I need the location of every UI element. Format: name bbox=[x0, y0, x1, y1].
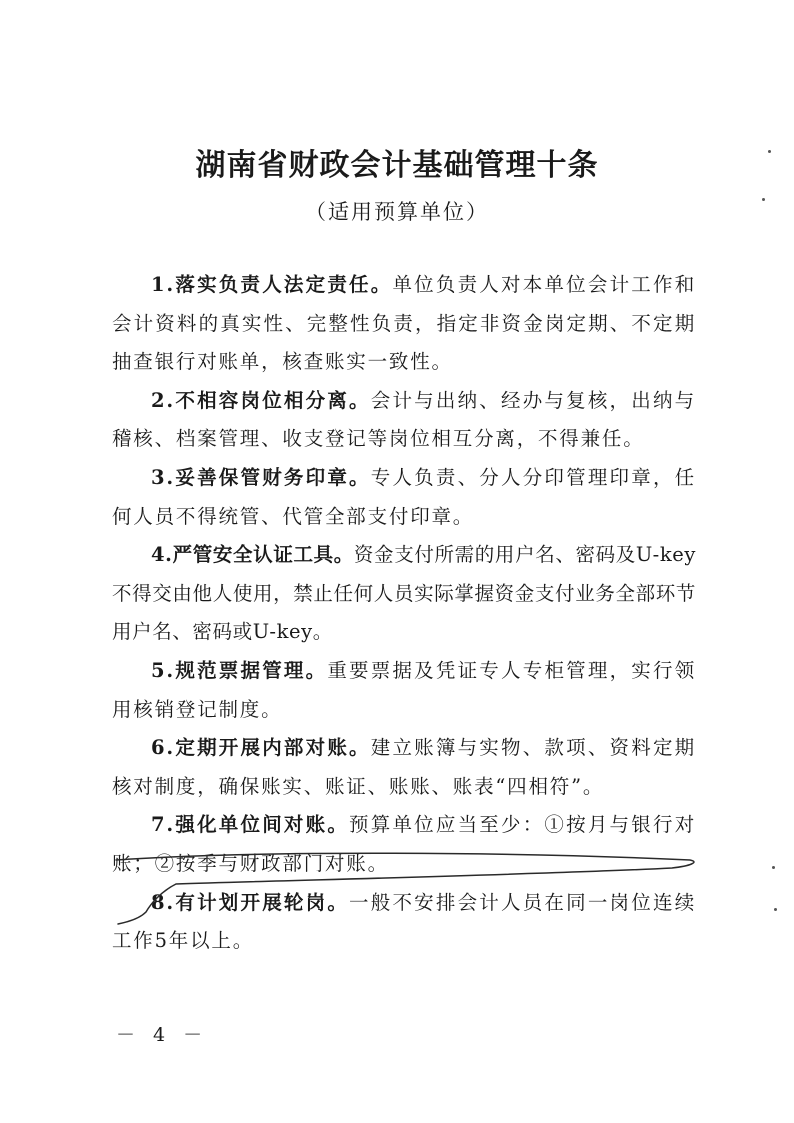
scan-speck bbox=[774, 908, 777, 911]
article-text: 一般不安排会计人员在同一岗位连续工作5年以上。 bbox=[112, 890, 696, 953]
document-body bbox=[112, 266, 696, 961]
article-8 bbox=[112, 884, 696, 961]
article-text: 单位负责人对本单位会计工作和会计资料的真实性、完整性负责，指定非资金岗定期、不定期抽查银行对账单，核查账实一致性。 bbox=[112, 273, 696, 374]
article-text: 建立账簿与实物、款项、资料定期核对制度，确保账实、账证、账账、账表“四相符”。 bbox=[112, 736, 696, 798]
article-heading: 4.严管安全认证工具。 bbox=[151, 543, 354, 567]
article-text: 预算单位应当至少：①按月与银行对账；②按季与财政部门对账。 bbox=[112, 813, 696, 875]
article-7 bbox=[112, 806, 696, 883]
article-heading: 2.不相容岗位相分离。 bbox=[151, 388, 371, 412]
article-heading: 5.规范票据管理。 bbox=[151, 658, 328, 682]
scan-speck bbox=[772, 866, 775, 869]
article-1 bbox=[112, 266, 696, 382]
article-heading: 3.妥善保管财务印章。 bbox=[151, 465, 371, 489]
article-4 bbox=[112, 536, 696, 652]
article-heading: 6.定期开展内部对账。 bbox=[151, 736, 371, 760]
page-title: 湖南省财政会计基础管理十条 bbox=[195, 148, 599, 183]
article-heading: 7.强化单位间对账。 bbox=[151, 813, 350, 837]
article-text: 专人负责、分人分印管理印章，任何人员不得统管、代管全部支付印章。 bbox=[112, 465, 696, 528]
article-heading: 8.有计划开展轮岗。 bbox=[151, 890, 350, 914]
article-2 bbox=[112, 382, 696, 459]
article-6 bbox=[112, 729, 696, 806]
page-number: － 4 － bbox=[116, 1024, 209, 1046]
article-text: 资金支付所需的用户名、密码及U-key不得交由他人使用，禁止任何人员实际掌握资金支付业务全部环节用户名、密码或U-key。 bbox=[112, 543, 696, 644]
page-subtitle: （适用预算单位） bbox=[305, 200, 489, 224]
article-5 bbox=[112, 652, 696, 729]
scan-speck bbox=[762, 198, 765, 201]
article-text: 重要票据及凭证专人专柜管理，实行领用核销登记制度。 bbox=[112, 658, 696, 721]
article-heading: 1.落实负责人法定责任。 bbox=[151, 273, 393, 296]
article-3 bbox=[112, 459, 696, 536]
scan-speck bbox=[768, 150, 771, 153]
article-text: 会计与出纳、经办与复核，出纳与稽核、档案管理、收支登记等岗位相互分离，不得兼任。 bbox=[112, 388, 696, 451]
